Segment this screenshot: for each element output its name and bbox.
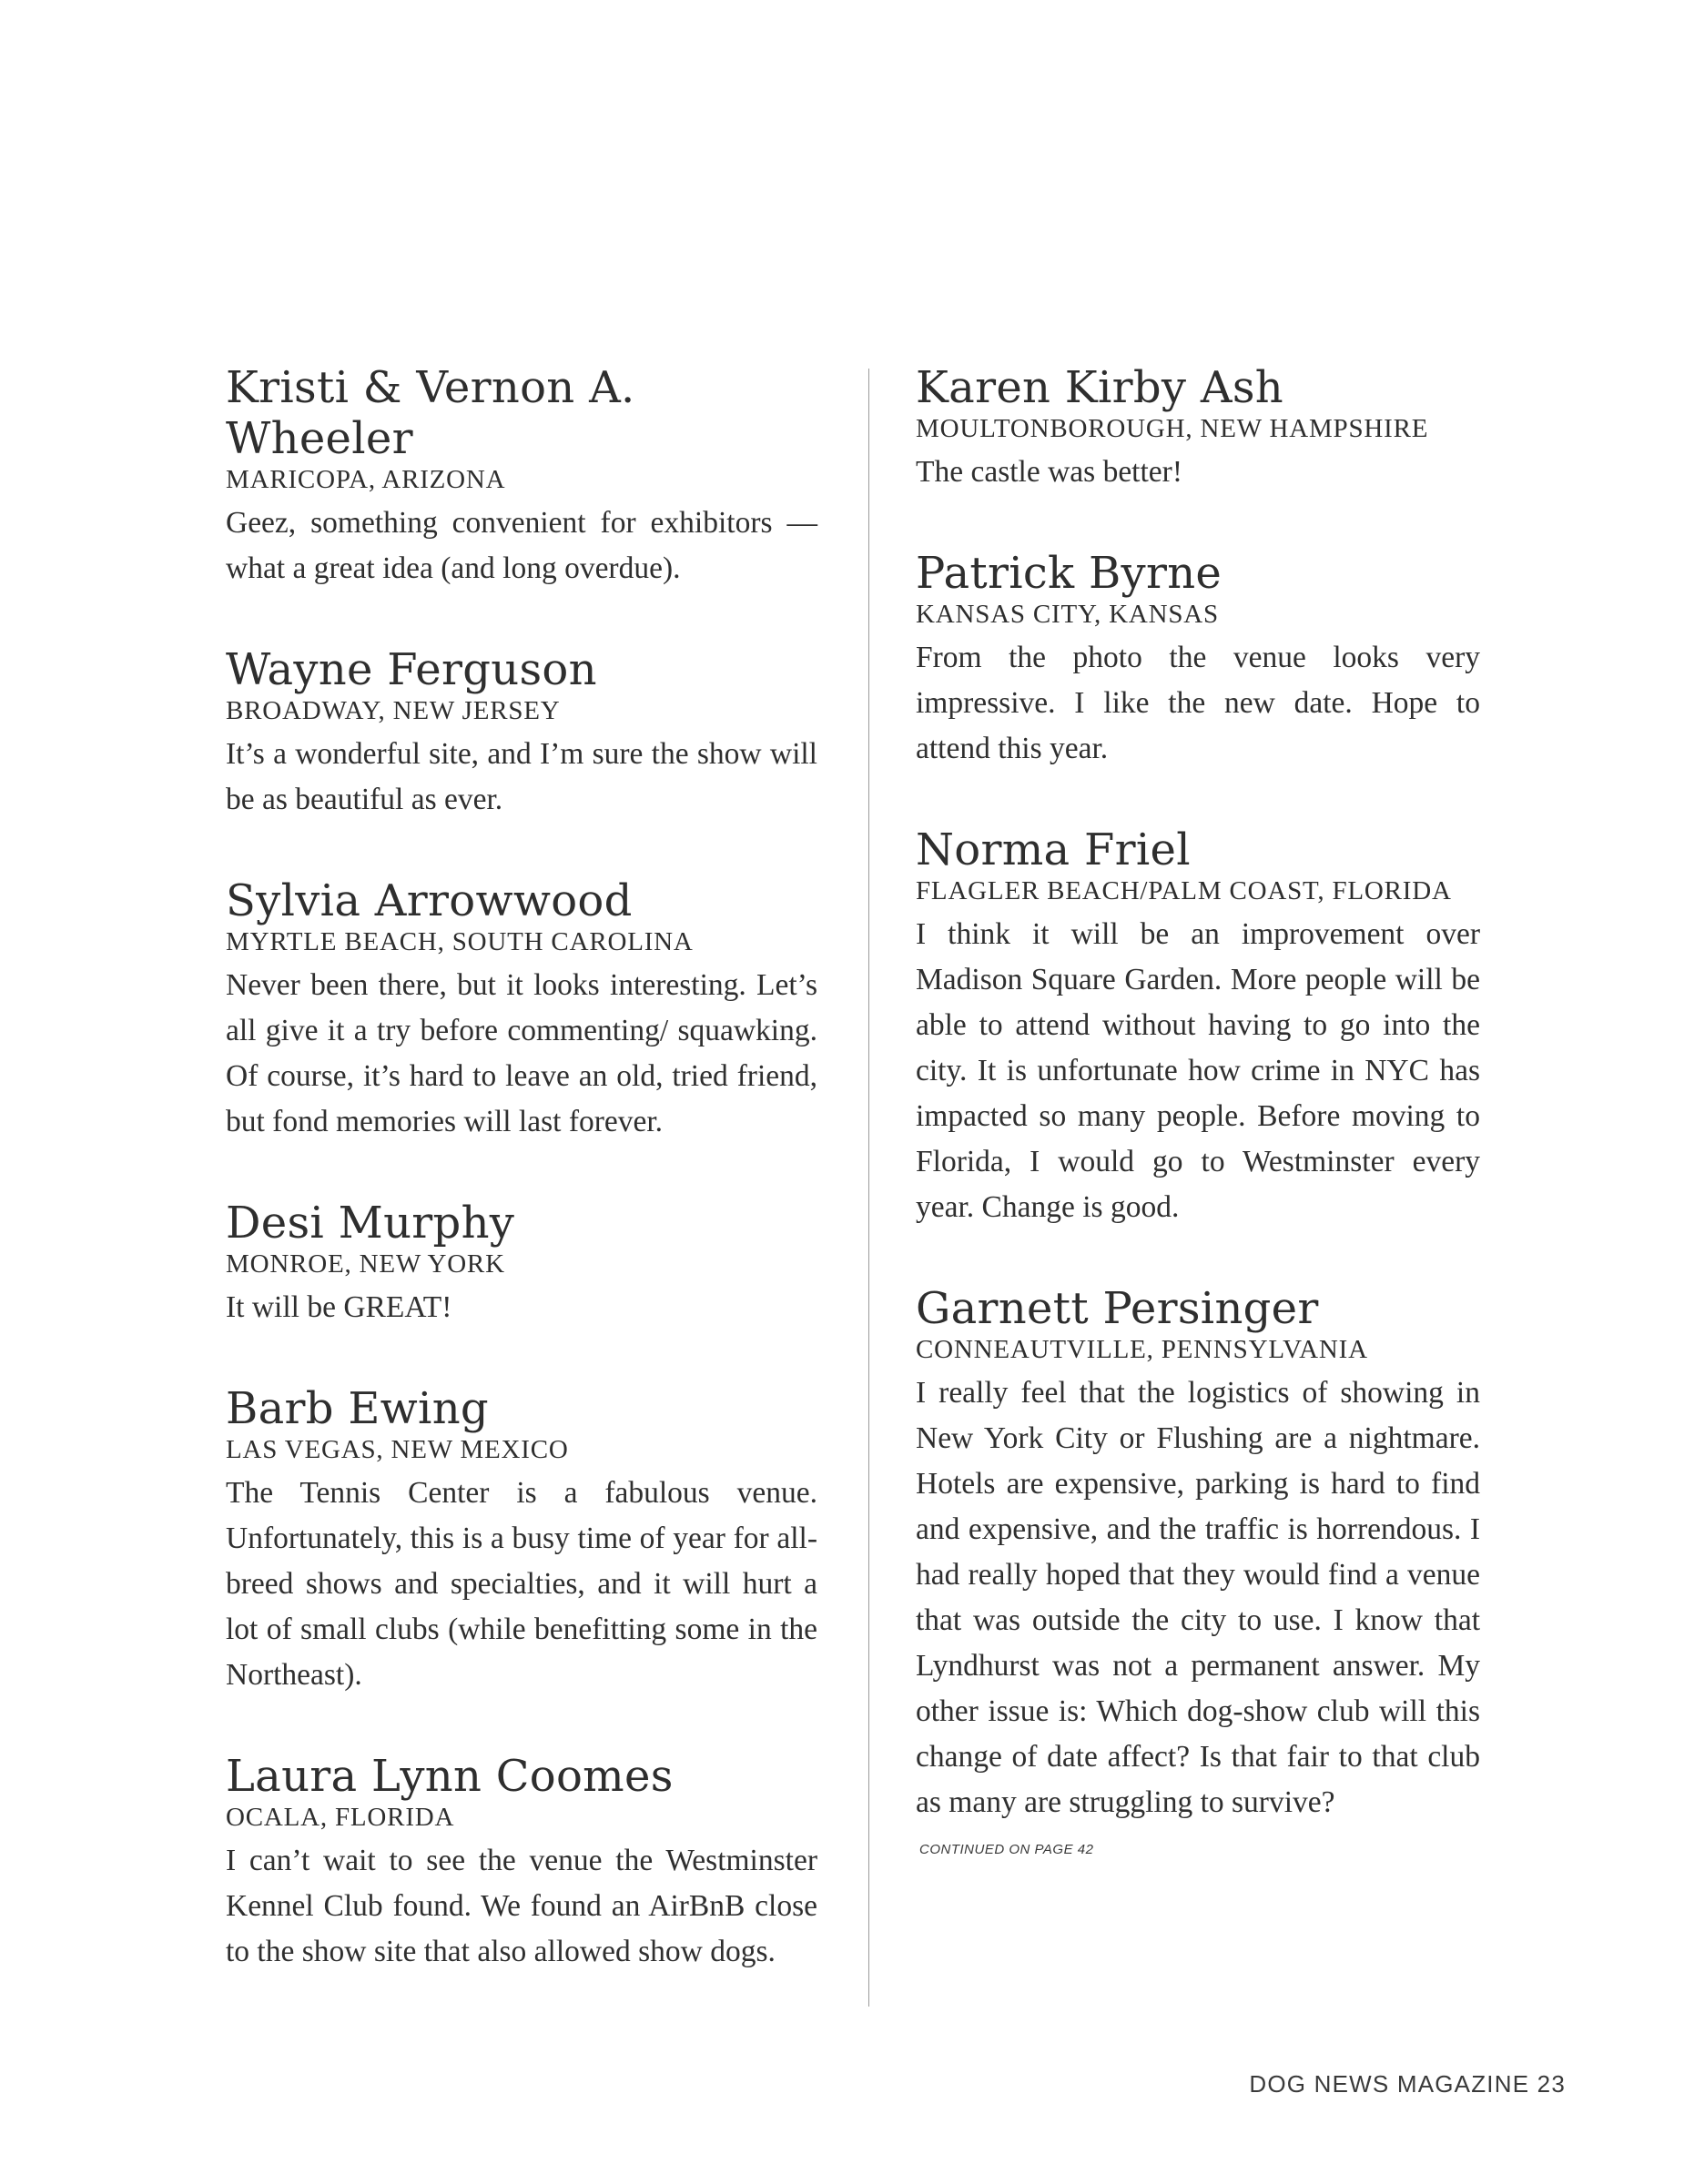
comment-text: I really feel that the logistics of showing in New York City or Flushing are a nightmare. Hotels are expensive, parking is hard to find and expensive, and the traffic is horrendous. I had really hoped that they would find a venue that was outside the city to use. I know that Lyndhurst was not a permanent answer. My other issue is: Which dog-show club will this change of date affect? Is that fair to that club as many are struggling to survive?	[916, 1376, 1480, 1819]
comment-text: The Tennis Center is a fabulous venue. Unfortunately, this is a busy time of year for all-breed shows and specialties, and it will hurt a lot of small clubs (while benefitting some in the Northeast).	[226, 1476, 817, 1692]
commenter-location: CONNEAUTVILLE, PENNSYLVANIA	[916, 1335, 1368, 1364]
reader-comment	[226, 875, 817, 1145]
reader-comment	[226, 1383, 817, 1698]
commenter-name: Sylvia Arrowwood	[226, 875, 633, 926]
commenter-name: Desi Murphy	[226, 1198, 515, 1249]
reader-comment	[916, 548, 1480, 772]
commenter-name: Laura Lynn Coomes	[226, 1751, 674, 1802]
comment-text: Geez, something convenient for exhibitors — what a great idea (and long overdue).	[226, 506, 817, 585]
commenter-location: BROADWAY, NEW JERSEY	[226, 696, 561, 725]
comment-text: I can’t wait to see the venue the Westminster Kennel Club found. We found an AirBnB close to the show site that also allowed show dogs.	[226, 1844, 817, 1968]
commenter-location: KANSAS CITY, KANSAS	[916, 600, 1219, 629]
reader-comment	[226, 362, 817, 592]
comment-text: Never been there, but it looks interesting. Let’s all give it a try before commenting/ squawking. Of course, it’s hard to leave an old, tried friend, but fond memories will last forever.	[226, 968, 817, 1138]
page-footer: DOG NEWS MAGAZINE 23	[1249, 2070, 1566, 2098]
commenter-location: FLAGLER BEACH/PALM COAST, FLORIDA	[916, 876, 1452, 905]
column-divider	[868, 369, 869, 2007]
continued-note: CONTINUED ON PAGE 42	[919, 1842, 1094, 1857]
commenter-name: Patrick Byrne	[916, 548, 1222, 599]
left-column	[226, 362, 817, 2027]
commenter-location: MOULTONBOROUGH, NEW HAMPSHIRE	[916, 414, 1429, 443]
commenter-location: MARICOPA, ARIZONA	[226, 465, 506, 494]
comment-text: It will be GREAT!	[226, 1290, 452, 1324]
commenter-name: Norma Friel	[916, 824, 1191, 875]
commenter-location: MYRTLE BEACH, SOUTH CAROLINA	[226, 927, 694, 956]
commenter-location: MONROE, NEW YORK	[226, 1249, 505, 1279]
comment-text: It’s a wonderful site, and I’m sure the show will be as beautiful as ever.	[226, 737, 817, 816]
commenter-location: LAS VEGAS, NEW MEXICO	[226, 1435, 569, 1464]
commenter-name: Barb Ewing	[226, 1383, 489, 1434]
right-column	[916, 362, 1480, 1857]
reader-comment	[226, 1198, 817, 1330]
comment-text: The castle was better!	[916, 455, 1182, 489]
reader-comment	[916, 362, 1480, 495]
commenter-name: Garnett Persinger	[916, 1283, 1319, 1334]
reader-comment	[916, 824, 1480, 1230]
commenter-name: Wayne Ferguson	[226, 644, 597, 695]
commenter-name: Karen Kirby Ash	[916, 362, 1283, 413]
reader-comment	[916, 1283, 1480, 1825]
reader-comment	[226, 1751, 817, 1975]
comment-text: I think it will be an improvement over Madison Square Garden. More people will be able to attend without having to go into the city. It is unfortunate how crime in NYC has impacted so many people. Before moving to Florida, I would go to Westminster every year. Change is good.	[916, 917, 1480, 1224]
comment-text: From the photo the venue looks very impressive. I like the new date. Hope to attend this year.	[916, 641, 1480, 765]
commenter-location: OCALA, FLORIDA	[226, 1803, 455, 1832]
reader-comment	[226, 644, 817, 823]
commenter-name: Kristi & Vernon A. Wheeler	[226, 362, 635, 464]
